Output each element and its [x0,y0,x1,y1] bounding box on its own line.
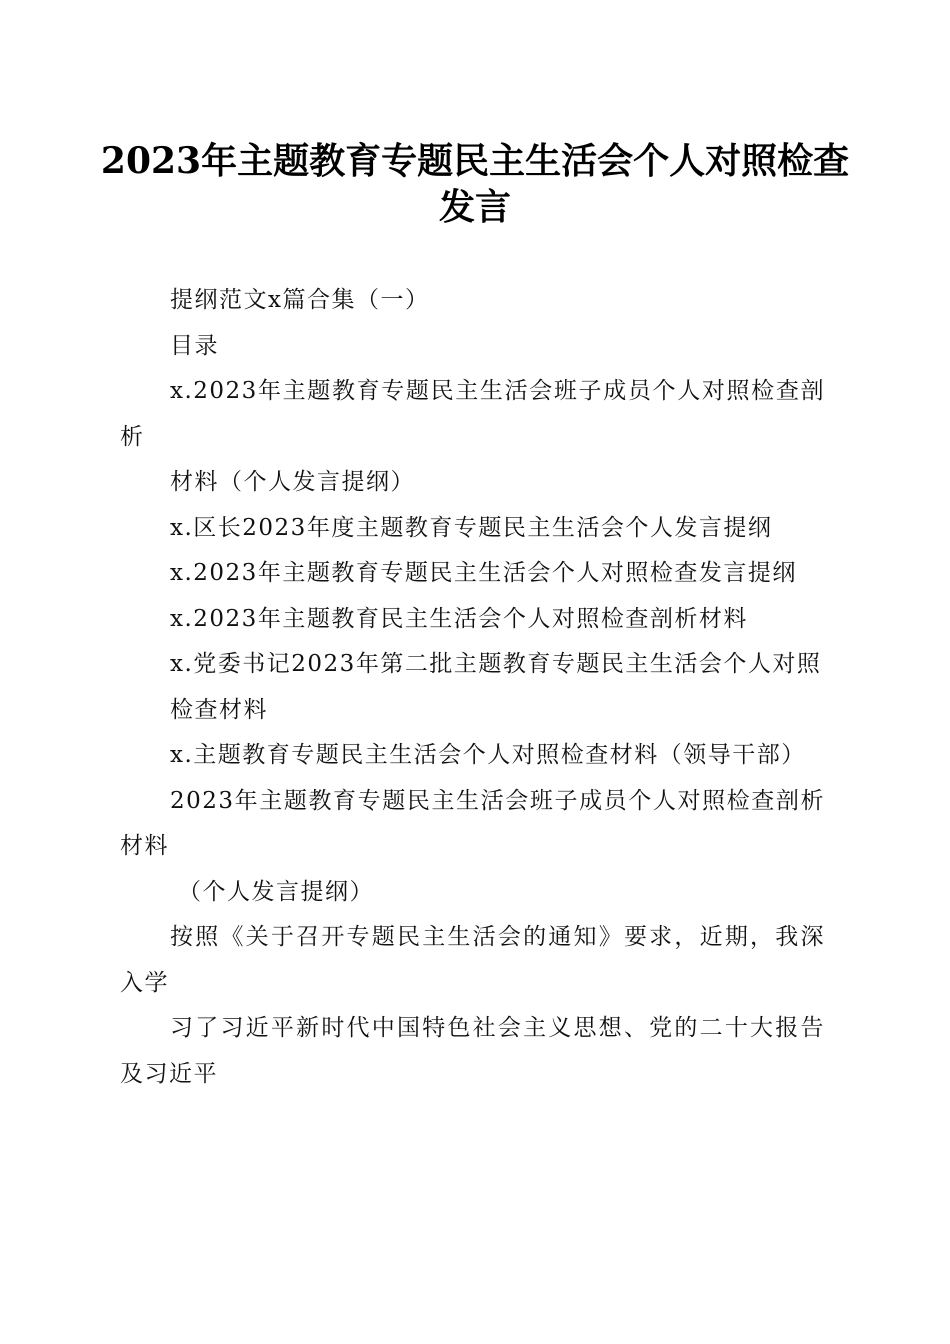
paragraph-toc-heading: 目录 [170,332,219,359]
toc-item-1-continued: 材料（个人发言提纲） [170,469,415,495]
body-paragraph-1: 按照《关于召开专题民主生活会的通知》要求，近期，我深入学 [120,924,825,996]
section-heading: 2023年主题教育专题民主生活会班子成员个人对照检查剖析材料 [120,787,825,859]
body-paragraph-2: 习了习近平新时代中国特色社会主义思想、党的二十大报告及习近平 [120,1015,825,1087]
toc-item-5-continued: 检查材料 [170,696,268,723]
document-title: 2023年主题教育专题民主生活会个人对照检查发言 [100,140,850,228]
toc-item-6: x.主题教育专题民主生活会个人对照检查材料（领导干部） [170,742,806,768]
section-subheading: （个人发言提纲） [178,878,374,905]
document-body [120,278,825,1097]
toc-item-2: x.区长2023年度主题教育专题民主生活会个人发言提纲 [170,514,773,541]
toc-item-4: x.2023年主题教育民主生活会个人对照检查剖析材料 [170,605,748,632]
toc-item-5: x.党委书记2023年第二批主题教育专题民主生活会个人对照 [170,651,822,677]
toc-item-3: x.2023年主题教育专题民主生活会个人对照检查发言提纲 [170,560,797,586]
toc-item-1: x.2023年主题教育专题民主生活会班子成员个人对照检查剖析 [120,378,825,450]
paragraph-collection-heading: 提纲范文x篇合集（一） [170,287,430,313]
